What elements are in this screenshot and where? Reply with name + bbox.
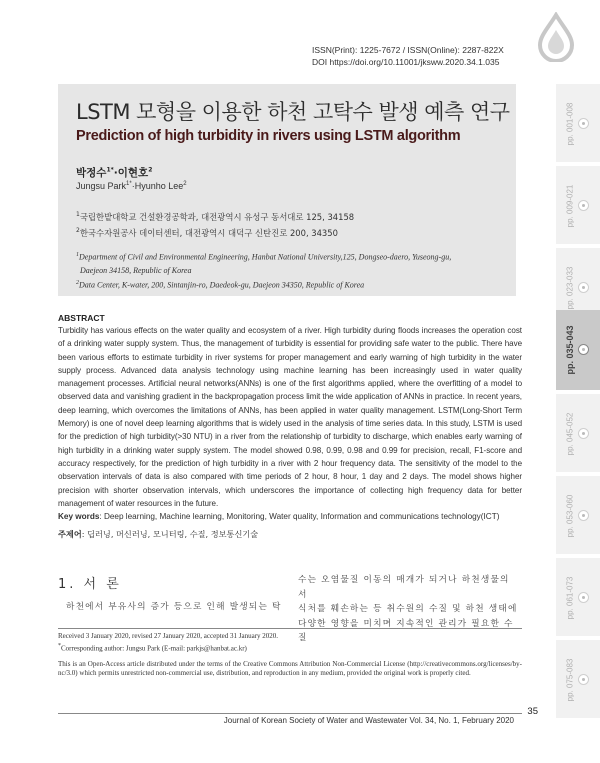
tab-label: pp. 001-008 [565, 102, 575, 146]
circle-dot-icon [578, 200, 589, 211]
keywords-text: : Deep learning, Machine learning, Monitoring, Water quality, Information and communications technology(ICT) [99, 512, 500, 521]
circle-dot-icon [578, 510, 589, 521]
author-2-ko-sup: 2 [148, 166, 153, 174]
abstract-heading: ABSTRACT [58, 313, 105, 323]
affiliation-en-1-cont: Daejeon 34158, Republic of Korea [80, 265, 192, 275]
received-dates: Received 3 January 2020, revised 27 January 2020, accepted 31 January 2020. [58, 632, 279, 640]
issn-doi-block [312, 44, 512, 68]
keywords-ko-text: : 딥러닝, 머신러닝, 모니터링, 수질, 정보통신기술 [81, 529, 259, 539]
affiliations-korean [76, 208, 354, 240]
author-1-en-sup: 1* [126, 181, 132, 187]
body-text-right [298, 573, 522, 646]
body-right-line-2: 식처를 훼손하는 등 취수원의 수질 및 하천 생태에 [298, 604, 518, 614]
journal-citation: Journal of Korean Society of Water and Wastewater Vol. 34, No. 1, February 2020 [223, 716, 514, 725]
authors-english [76, 181, 187, 191]
author-2-ko: 이현호 [117, 167, 149, 179]
author-1-ko: 박정수 [76, 167, 107, 179]
tab-pp-035-043[interactable] [556, 310, 600, 392]
aff-ko-2-text: 한국수자원공사 데이터센터, 대전광역시 대덕구 신탄진로 200, 34350 [79, 227, 338, 238]
footnote-divider [58, 628, 522, 629]
circle-dot-icon [578, 592, 589, 603]
tab-label: pp. 045-052 [565, 412, 575, 456]
tab-pp-001-008[interactable] [556, 84, 600, 164]
tab-label: pp. 061-073 [565, 576, 575, 620]
affiliation-ko-1 [76, 208, 354, 224]
affiliations-english [76, 249, 451, 291]
corresponding-author [58, 643, 247, 652]
tab-pp-053-060[interactable] [556, 476, 600, 556]
tab-label: pp. 053-060 [565, 494, 575, 538]
title-box [58, 84, 516, 296]
tab-pp-009-021[interactable] [556, 166, 600, 246]
author-1-en: Jungsu Park [76, 181, 127, 191]
title-english: Prediction of high turbidity in rivers using LSTM algorithm [76, 128, 461, 144]
author-separator-en: · [131, 181, 135, 191]
author-2-en-sup: 2 [183, 181, 187, 187]
author-1-ko-sup: 1* [106, 166, 114, 174]
authors-korean [76, 165, 152, 180]
corresponding-text[interactable]: Corresponding author: Jungsu Park (E-mail: parkjs@hanbat.ac.kr) [61, 644, 247, 653]
tab-label: pp. 023-033 [565, 266, 575, 310]
tab-label: pp. 075-083 [565, 658, 575, 702]
keywords-korean [58, 529, 258, 540]
issn-text: ISSN(Print): 1225-7672 / ISSN(Online): 2287-822X [312, 45, 504, 55]
water-drop-logo-icon [534, 12, 578, 62]
body-right-line-3: 다양한 영향을 미치며 지속적인 관리가 필요한 수질 [298, 618, 514, 643]
section-heading-introduction: 1. 서 론 [58, 577, 122, 592]
keywords-ko-label: 주제어 [58, 529, 82, 539]
tab-label: pp. 035-043 [565, 325, 575, 375]
aff-ko-1-sup: 1 [76, 211, 80, 218]
page-number: 35 [527, 706, 538, 717]
body-text-left: 하천에서 부유사의 증가 등으로 인해 발생되는 탁 [66, 602, 282, 612]
affiliation-en-2 [76, 277, 451, 292]
tab-pp-061-073[interactable] [556, 558, 600, 638]
aff-en-1-sup: 1 [76, 252, 79, 258]
footer-divider [58, 713, 522, 714]
abstract-body: Turbidity has various effects on the water quality and ecosystem of a river. High turbidity during floods increases the operation cost of a drinking water supply system. Thus, the management of turbidity is essential for providing safe water to the public. There have been various efforts to estimate turbidity in river systems for proper management and early warning of high turbidity in the water supply process. Advanced data analysis technology using machine learning has been increasingly used in water quality management processes. Artificial neural networks(ANNs) is one of the first algorithms applied, where the overfitting of a model to observed data and vanishing gradient in the backpropagation process limit the wide application of ANNs in practice. In recent years, deep learning, which overcomes the limitations of ANNs, has been applied in water quality management. LSTM(Long-Short Term Memory) is one of novel deep learning algorithms that is widely used in the analysis of time series data. In this study, LSTM is used for the prediction of high turbidity(>30 NTU) in a river from the relationship of turbidity to discharge, which enables early warning of high turbidity in a drinking water supply system. The model showed 0.98, 0.99, 0.98 and 0.99 for precision, recall, F1-score and accuracy respectively, for the prediction of high turbidity in a river with 2 hour frequency data. The sensitivity of the model to the observation intervals of data is also compared with time periods of 2 hour, 8 hour, 1 day and 2 days. The model shows higher precision with shorter observation intervals, which underscores the importance of collecting high frequency data for better management of water resources in the future. [58, 326, 522, 508]
circle-dot-icon [578, 282, 589, 293]
aff-ko-2-sup: 2 [76, 226, 80, 234]
corresponding-sup: * [58, 643, 61, 649]
aff-en-1-line1: Department of Civil and Environmental Engineering, Hanbat National University,125, Dongseo-daero, Yuseong-gu, [79, 252, 452, 262]
body-right-line-1: 수는 오염물질 이동의 매개가 되거나 하천생물의 서 [298, 575, 510, 600]
tab-label: pp. 009-021 [565, 184, 575, 228]
circle-dot-icon [578, 344, 589, 355]
doi-text[interactable]: DOI https://doi.org/10.11001/jksww.2020.34.1.035 [312, 57, 500, 67]
circle-dot-icon [578, 428, 589, 439]
affiliation-ko-2 [76, 224, 354, 240]
aff-en-2-line1: Data Center, K-water, 200, Sintanjin-ro, Daedeok-gu, Daejeon 34350, Republic of Korea [79, 280, 365, 290]
open-access-notice: This is an Open-Access article distributed under the terms of the Creative Commons Attribution Non-Commercial License (http://creativecommons.org/licenses/by-nc/3.0) which permits unrestricted non-commercial use, distribution, and reproduction in any medium, provided the original work is properly cited. [58, 660, 522, 678]
page-range-tabs [556, 84, 600, 702]
keywords-label: Key words [58, 512, 100, 521]
tab-pp-045-052[interactable] [556, 394, 600, 474]
author-separator: · [113, 167, 118, 179]
keywords-english [58, 512, 528, 521]
circle-dot-icon [578, 674, 589, 685]
aff-ko-1-text: 국립한밭대학교 건설환경공학과, 대전광역시 유성구 동서대로 125, 34158 [79, 211, 355, 222]
title-korean: LSTM 모형을 이용한 하천 고탁수 발생 예측 연구 [76, 100, 510, 124]
affiliation-en-1 [76, 249, 451, 264]
author-2-en: Hyunho Lee [134, 181, 184, 191]
aff-en-2-sup: 2 [76, 279, 79, 286]
circle-dot-icon [578, 118, 589, 129]
tab-pp-075-083[interactable] [556, 640, 600, 720]
